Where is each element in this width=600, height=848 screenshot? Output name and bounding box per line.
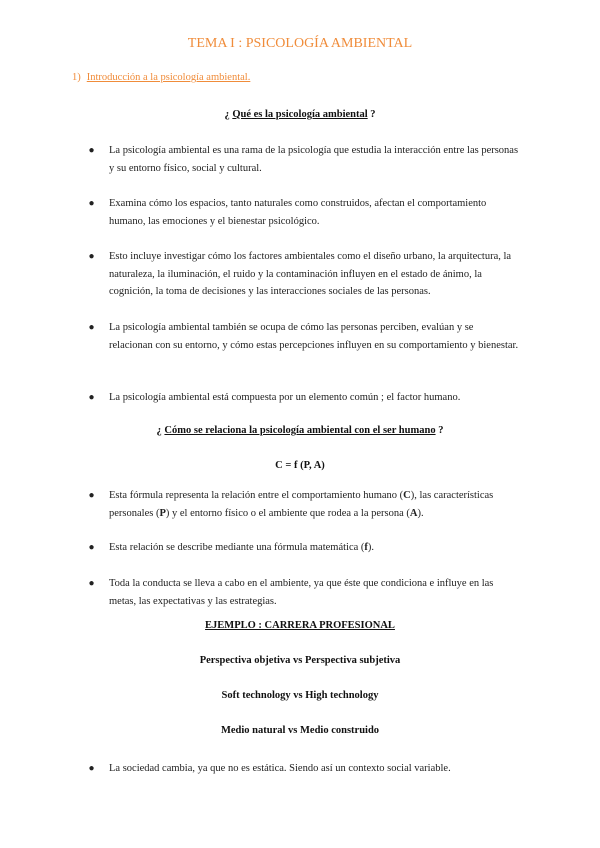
bold-run: A bbox=[409, 507, 418, 519]
comparison-pair-1: Perspectiva objetiva vs Perspectiva subjetiva bbox=[199, 655, 401, 666]
question-text: Qué es la psicología ambiental bbox=[232, 109, 368, 120]
bullet-dot-icon: ● bbox=[88, 198, 95, 209]
bullet-dot-icon: ● bbox=[88, 578, 95, 589]
bold-run: P bbox=[159, 507, 166, 519]
text-run: Esta relación se describe mediante una fórmula matemática ( bbox=[109, 542, 365, 553]
text-run: ). bbox=[367, 542, 375, 553]
bullet-text: La psicología ambiental está compuesta por un elemento común ; el factor humano. bbox=[109, 392, 461, 403]
bullet-text bbox=[109, 487, 519, 522]
bullet-dot-icon: ● bbox=[88, 763, 95, 774]
bullet-dot-icon: ● bbox=[88, 392, 95, 403]
bullet-item bbox=[89, 487, 519, 522]
question-heading-1 bbox=[0, 109, 600, 120]
text-run: ), las características personales ( bbox=[109, 490, 494, 519]
bullet-text: La psicología ambiental es una rama de la psicología que estudia la interacción entre las personas y su entorno físico, social y cultural. bbox=[109, 145, 519, 174]
question-open: ¿ bbox=[224, 109, 233, 120]
comparison-pair-2: Soft technology vs High technology bbox=[221, 690, 379, 701]
bold-run: C bbox=[403, 490, 411, 501]
question-open: ¿ bbox=[156, 425, 165, 436]
bullet-text: Examina cómo los espacios, tanto naturales como construidos, afectan el comportamiento humano, las emociones y el bienestar psicológico. bbox=[109, 198, 487, 227]
question-text: Cómo se relaciona la psicología ambiental con el ser humano bbox=[164, 425, 436, 436]
question-heading-2 bbox=[0, 425, 600, 436]
bullet-item bbox=[89, 142, 519, 177]
section-title: Introducción a la psicología ambiental. bbox=[86, 72, 251, 83]
bullet-item bbox=[89, 248, 519, 301]
text-run: Esta fórmula representa la relación entre el comportamiento humano ( bbox=[109, 490, 404, 501]
bullet-item bbox=[89, 575, 519, 610]
bullet-text bbox=[109, 539, 519, 557]
bold-run: f bbox=[364, 542, 368, 553]
bullet-item bbox=[89, 760, 519, 778]
bullet-dot-icon: ● bbox=[88, 251, 95, 262]
bullet-item bbox=[89, 539, 519, 557]
bullet-dot-icon: ● bbox=[88, 322, 95, 333]
formula: C = f (P, A) bbox=[275, 460, 325, 471]
question-close: ? bbox=[367, 109, 376, 120]
bullet-dot-icon: ● bbox=[88, 145, 95, 156]
bullet-text: La sociedad cambia, ya que no es estática. Siendo así un contexto social variable. bbox=[109, 763, 451, 774]
bullet-item bbox=[89, 195, 519, 230]
text-run: ) y el entorno físico o el ambiente que rodea a la persona ( bbox=[165, 507, 410, 519]
document-title: TEMA I : PSICOLOGÍA AMBIENTAL bbox=[187, 36, 413, 51]
bullet-item bbox=[89, 389, 519, 407]
bullet-dot-icon: ● bbox=[88, 542, 95, 553]
bullet-text: Toda la conducta se lleva a cabo en el ambiente, ya que éste que condiciona e influye en las metas, las expectativas y las estrategias. bbox=[109, 578, 494, 607]
bullet-item bbox=[89, 319, 519, 354]
comparison-pair-3: Medio natural vs Medio construido bbox=[220, 725, 380, 736]
text-run: ). bbox=[417, 507, 424, 519]
bullet-text: Esto incluye investigar cómo los factores ambientales como el diseño urbano, la arquitectura, la naturaleza, la iluminación, el ruido y la contaminación influyen en el estado de ánimo, la cognición, la toma de decisiones y las interacciones sociales de las personas. bbox=[109, 251, 512, 297]
section-number: 1) bbox=[72, 72, 81, 83]
bullet-text: La psicología ambiental también se ocupa de cómo las personas perciben, evalúan y se relacionan con su entorno, y cómo estas percepciones influyen en su comportamiento y bienestar. bbox=[109, 322, 519, 351]
example-heading bbox=[0, 620, 600, 631]
example-heading-text: EJEMPLO : CARRERA PROFESIONAL bbox=[205, 620, 395, 631]
section-heading bbox=[72, 72, 250, 83]
bullet-dot-icon: ● bbox=[88, 490, 95, 501]
question-close: ? bbox=[435, 425, 444, 436]
